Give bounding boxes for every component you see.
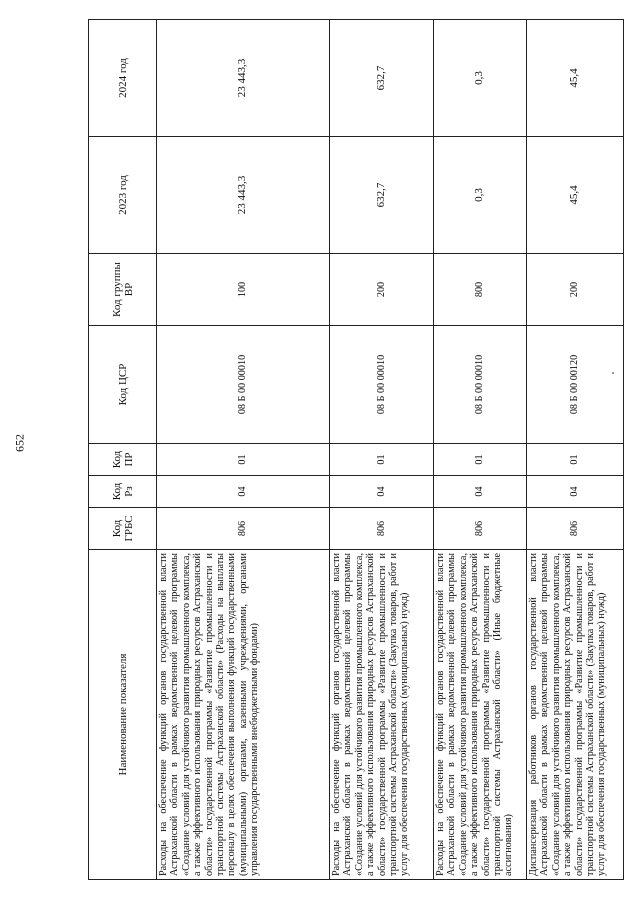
row-grbs: 806 — [434, 508, 527, 550]
header-name: Наименование показателя — [89, 550, 157, 880]
row-2023: 632,7 — [330, 137, 434, 254]
row-csr: 08 Б 00 00010 — [434, 326, 527, 444]
header-vr: Код группы ВР — [89, 254, 157, 326]
header-csr: Код ЦСР — [89, 326, 157, 444]
rotated-table-container — [88, 20, 623, 880]
header-2023: 2023 год — [89, 137, 157, 254]
row-vr: 200 — [527, 254, 624, 326]
row-rz: 04 — [330, 476, 434, 508]
row-vr: 200 — [330, 254, 434, 326]
table-row — [527, 20, 624, 880]
row-pr: 01 — [157, 444, 330, 476]
header-rz: Код Рз — [89, 476, 157, 508]
row-csr: 08 Б 00 00120 — [527, 326, 624, 444]
row-2024: 45,4 — [527, 20, 624, 137]
row-name: Расходы на обеспечение функций органов государственной власти Астраханской области в рамках ведомственной целевой программы «Создание условий для устойчивого развития промышленного комплекса, а также эффективного использования природных ресурсов Астраханской области» государственной программы «Развитие промышленности и транспортной системы Астраханской области» (Закупка товаров, работ и услуг для обеспечения государственных (муниципальных) нужд) — [330, 550, 434, 880]
row-2023: 23 443,3 — [157, 137, 330, 254]
row-rz: 04 — [157, 476, 330, 508]
row-2024: 23 443,3 — [157, 20, 330, 137]
row-pr: 01 — [434, 444, 527, 476]
row-name: Диспансеризация работников органов государственной власти Астраханской области в рамках ведомственной целевой программы «Создание условий для устойчивого развития промышленного комплекса, а также эффективного использования природных ресурсов Астраханской области» государственной программы «Развитие промышленности и транспортной системы Астраханской области» (Закупка товаров, работ и услуг для обеспечения государственных (муниципальных) нужд) — [527, 550, 624, 880]
row-grbs: 806 — [527, 508, 624, 550]
table-row — [330, 20, 434, 880]
row-vr: 800 — [434, 254, 527, 326]
row-pr: 01 — [330, 444, 434, 476]
table-row — [157, 20, 330, 880]
row-csr: 08 Б 00 00010 — [157, 326, 330, 444]
header-2024: 2024 год — [89, 20, 157, 137]
row-pr: 01 — [527, 444, 624, 476]
budget-table — [88, 19, 624, 880]
row-2024: 0,3 — [434, 20, 527, 137]
row-csr: 08 Б 00 00010 — [330, 326, 434, 444]
row-2023: 45,4 — [527, 137, 624, 254]
scan-speck — [612, 372, 614, 374]
header-grbs: Код ГРБС — [89, 508, 157, 550]
row-rz: 04 — [434, 476, 527, 508]
row-vr: 100 — [157, 254, 330, 326]
row-grbs: 806 — [157, 508, 330, 550]
row-name: Расходы на обеспечение функций органов государственной власти Астраханской области в рамках ведомственной целевой программы «Создание условий для устойчивого развития промышленного комплекса, а также эффективного использования природных ресурсов Астраханской области» государственной программы «Развитие промышленности и транспортной системы Астраханской области» (Иные бюджетные ассигнования) — [434, 550, 527, 880]
row-rz: 04 — [527, 476, 624, 508]
row-2023: 0,3 — [434, 137, 527, 254]
table-header-row — [89, 20, 157, 880]
row-name: Расходы на обеспечение функций органов государственной власти Астраханской области в рамках ведомственной целевой программы «Создание условий для устойчивого развития промышленного комплекса, а также эффективного использования природных ресурсов Астраханской области» государственной программы «Развитие промышленности и транспортной системы Астраханской области» (Расходы на выплаты персоналу в целях обеспечения выполнения функций государственными (муниципальными) органами, казенными учреждениями, органами управления государственными внебюджетными фондами) — [157, 550, 330, 880]
row-2024: 632,7 — [330, 20, 434, 137]
page-number: 652 — [12, 434, 27, 452]
table-row — [434, 20, 527, 880]
header-pr: Код ПР — [89, 444, 157, 476]
row-grbs: 806 — [330, 508, 434, 550]
